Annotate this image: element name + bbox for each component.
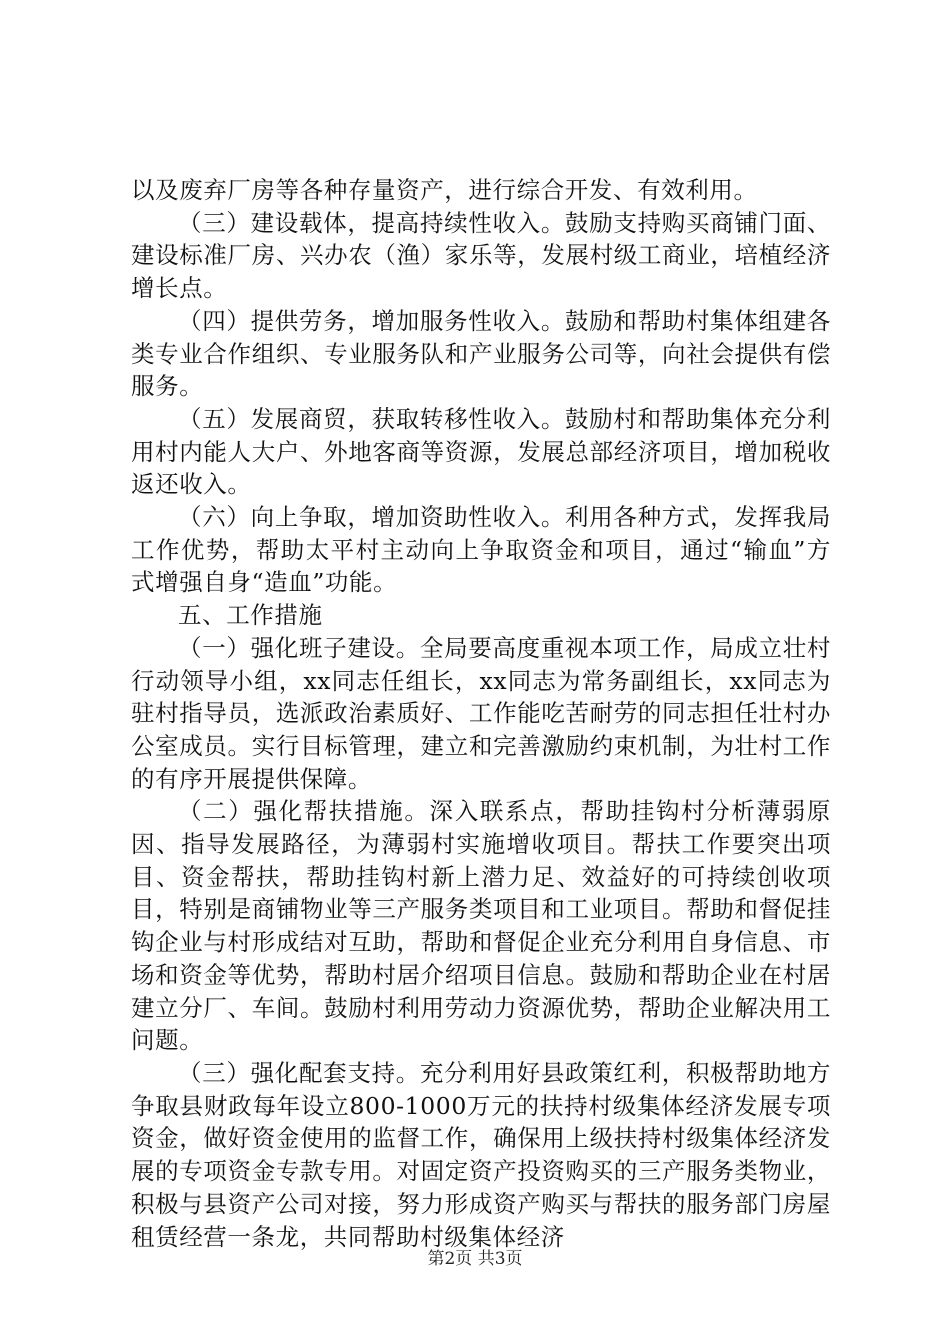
measure-item-1: （一）强化班子建设。全局要高度重视本项工作，局成立壮村行动领导小组，xx同志任组长，xx同志为常务副组长，xx同志为驻村指导员，选派政治素质好、工作能吃苦耐劳的同志担任壮村办公室成员。实行目标管理，建立和完善激励约束机制，为壮村工作的有序开展提供保障。 — [131, 633, 831, 793]
document-body — [131, 174, 831, 1253]
page-footer: 第2页 共3页 — [427, 1249, 523, 1269]
paragraph-continuation: 以及废弃厂房等各种存量资产，进行综合开发、有效利用。 — [131, 176, 758, 204]
paragraph-item-6: （六）向上争取，增加资助性收入。利用各种方式，发挥我局工作优势，帮助太平村主动向上争取资金和项目，通过“输血”方式增强自身“造血”功能。 — [131, 503, 831, 597]
paragraph-item-4: （四）提供劳务，增加服务性收入。鼓励和帮助村集体组建各类专业合作组织、专业服务队和产业服务公司等，向社会提供有偿服务。 — [131, 306, 831, 401]
paragraph-item-5: （五）发展商贸，获取转移性收入。鼓励村和帮助集体充分利用村内能人大户、外地客商等资源，发展总部经济项目，增加税收返还收入。 — [131, 404, 831, 499]
paragraph-item-3: （三）建设载体，提高持续性收入。鼓励支持购买商铺门面、建设标准厂房、兴办农（渔）家乐等，发展村级工商业，培植经济增长点。 — [131, 208, 831, 303]
measure-item-2: （二）强化帮扶措施。深入联系点，帮助挂钩村分析薄弱原因、指导发展路径，为薄弱村实施增收项目。帮扶工作要突出项目、资金帮扶，帮助挂钩村新上潜力足、效益好的可持续创收项目，特别是商铺物业等三产服务类项目和工业项目。帮助和督促挂钩企业与村形成结对互助，帮助和督促企业充分利用自身信息、市场和资金等优势，帮助村居介绍项目信息。鼓励和帮助企业在村居建立分厂、车间。鼓励村利用劳动力资源优势，帮助企业解决用工问题。 — [131, 797, 831, 1055]
section-heading: 五、工作措施 — [178, 601, 323, 630]
measure-item-3: （三）强化配套支持。充分利用好县政策红利，积极帮助地方争取县财政每年设立800-1000万元的扶持村级集体经济发展专项资金，做好资金使用的监督工作，确保用上级扶持村级集体经济发展的专项资金专款专用。对固定资产投资购买的三产服务类物业，积极与县资产公司对接，努力形成资产购买与帮扶的服务部门房屋租赁经营一条龙，共同帮助村级集体经济 — [131, 1058, 831, 1251]
